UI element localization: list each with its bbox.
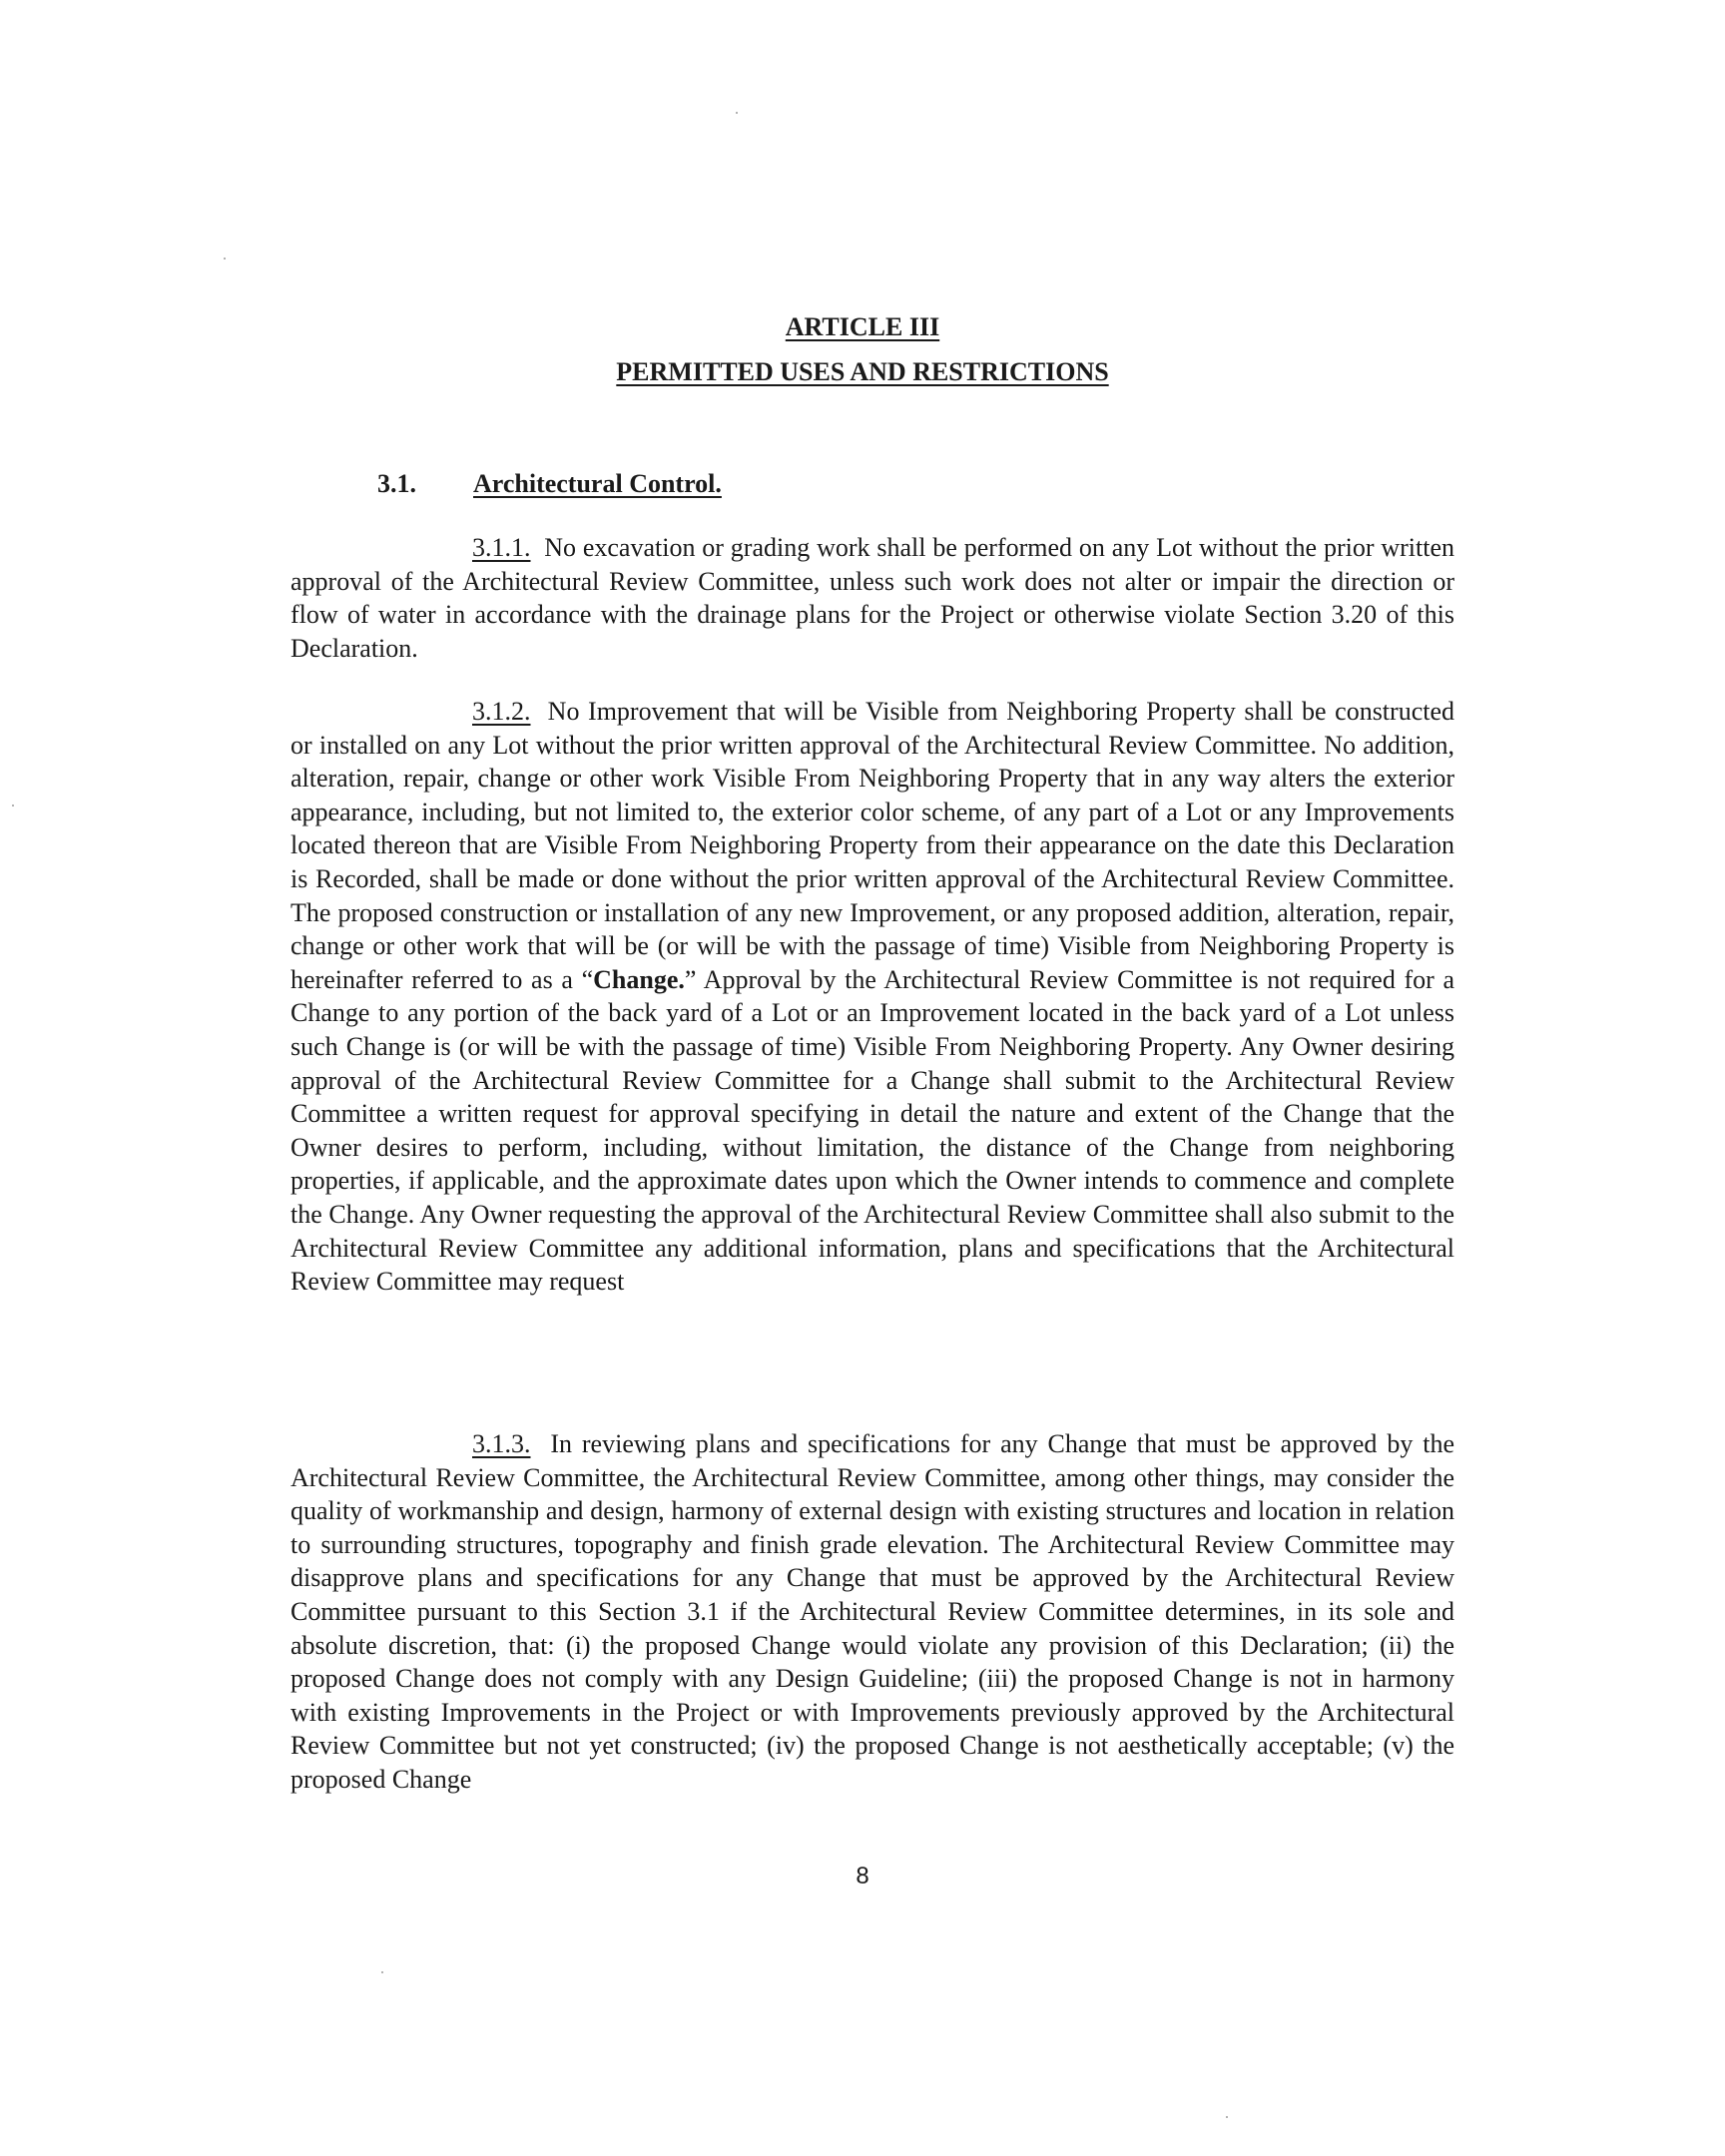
- paragraph-text: No excavation or grading work shall be performed on any Lot without the prior written approval of the Architectural Review Committee, unless such work does not alter or impair the direction or flow of water in accordance with the drainage plans for the Project or otherwise violate Section 3.20 of this Declaration.: [290, 533, 1454, 663]
- paragraph-number: 3.1.3.: [472, 1429, 531, 1458]
- paragraph-3-1-2: [290, 695, 1454, 1299]
- scan-speck: [381, 1971, 383, 1973]
- scan-speck: [12, 805, 14, 807]
- section-number: 3.1.: [377, 469, 416, 498]
- paragraph-text: In reviewing plans and specifications for any Change that must be approved by the Architectural Review Committee, the Architectural Review Committee, among other things, may consider the quality of workmanship and design, harmony of external design with existing structures and location in relation to surrounding structures, topography and finish grade elevation. The Architectural Review Committee may disapprove plans and specifications for any Change that must be approved by the Architectural Review Committee pursuant to this Section 3.1 if the Architectural Review Committee determines, in its sole and absolute discretion, that: (i) the proposed Change would violate any provision of this Declaration; (ii) the proposed Change does not comply with any Design Guideline; (iii) the proposed Change is not in harmony with existing Improvements in the Project or with Improvements previously approved by the Architectural Review Committee but not yet constructed; (iv) the proposed Change is not aesthetically acceptable; (v) the proposed Change: [290, 1429, 1455, 1794]
- paragraph-text: No Improvement that will be Visible from Neighboring Property shall be constructed or installed on any Lot without the prior written approval of the Architectural Review Committee. No addition, alteration, repair, change or other work Visible From Neighboring Property that in any way alters the exterior appearance, including, but not limited to, the exterior color scheme, of any part of a Lot or any Improvements located thereon that are Visible From Neighboring Property from their appearance on the date this Declaration is Recorded, shall be made or done without the prior written approval of the Architectural Review Committee. The proposed construction or installation of any new Improvement, or any proposed addition, alteration, repair, change or other work that will be (or will be with the passage of time) Visible from Neighboring Property is hereinafter referred to as a “: [290, 697, 1454, 994]
- scan-speck: [224, 258, 226, 260]
- section-title: Architectural Control.: [473, 469, 722, 498]
- article-subtitle: PERMITTED USES AND RESTRICTIONS: [616, 357, 1109, 386]
- paragraph-3-1-3: [290, 1427, 1454, 1797]
- paragraph-number: 3.1.2.: [472, 697, 531, 726]
- paragraph-3-1-1: [290, 531, 1454, 665]
- paragraph-text-continued: ” Approval by the Architectural Review Committee is not required for a Change to any portion of the back yard of a Lot or an Improvement located in the back yard of a Lot unless such Change is (or will be with the passage of time) Visible From Neighboring Property. Any Owner desiring approval of the Architectural Review Committee for a Change shall submit to the Architectural Review Committee a written request for approval specifying in detail the nature and extent of the Change that the Owner desires to perform, including, without limitation, the distance of the Change from neighboring properties, if applicable, and the approximate dates upon which the Owner intends to commence and complete the Change. Any Owner requesting the approval of the Architectural Review Committee shall also submit to the Architectural Review Committee any additional information, plans and specifications that the Architectural Review Committee may request: [290, 964, 1455, 1297]
- paragraph-number: 3.1.1.: [472, 533, 531, 562]
- page-number: 8: [856, 1863, 869, 1889]
- article-title: ARTICLE III: [785, 312, 940, 341]
- defined-term: Change.: [593, 964, 685, 994]
- scan-speck: [1226, 2116, 1228, 2118]
- scan-speck: [736, 112, 738, 114]
- section-heading: [377, 469, 722, 499]
